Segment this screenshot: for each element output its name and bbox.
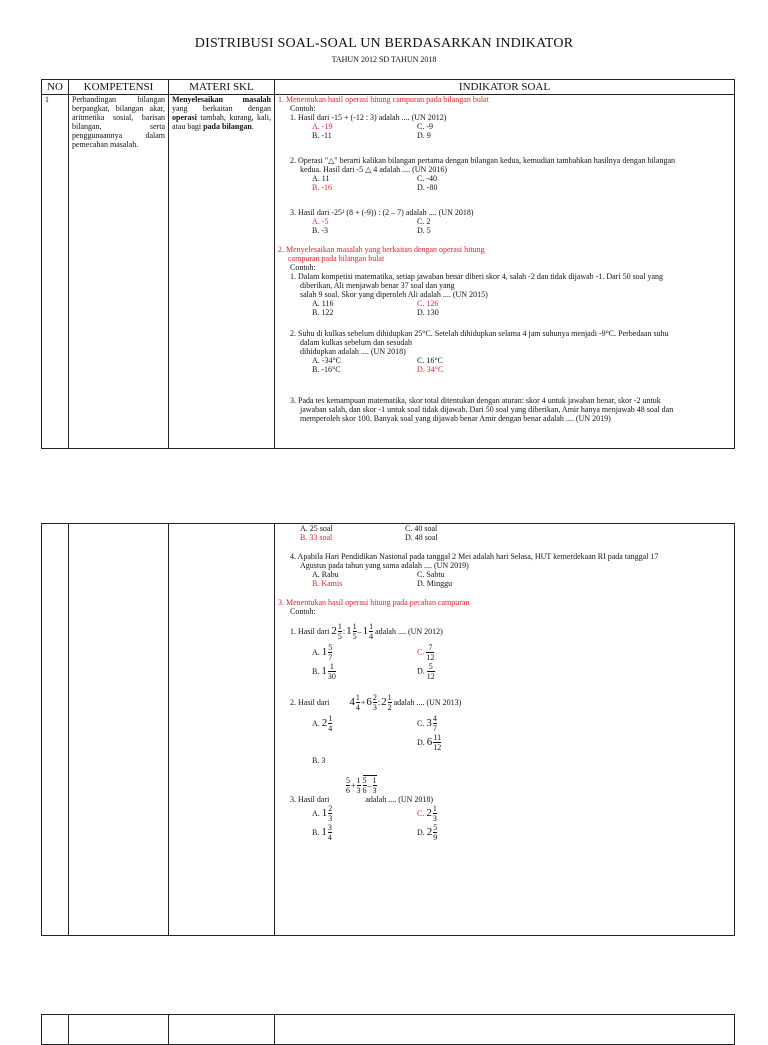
option-spacer bbox=[312, 733, 417, 752]
fraction-expression bbox=[331, 622, 373, 641]
operator: – bbox=[357, 627, 362, 636]
question-tail: adalah .... (UN 2012) bbox=[375, 627, 443, 636]
denominator: 3 bbox=[328, 814, 333, 823]
denominator: 12 bbox=[426, 653, 435, 662]
fraction bbox=[363, 776, 367, 795]
question-text-cont: diberikan, Ali menjawab benar 37 soal dan yang bbox=[300, 281, 455, 290]
whole-number: 2 bbox=[331, 625, 337, 637]
option-c: C. 126 bbox=[417, 299, 439, 308]
fraction bbox=[353, 622, 357, 641]
header-indikator: INDIKATOR SOAL bbox=[275, 80, 735, 95]
answer-options bbox=[312, 570, 731, 588]
materi-text-3: . bbox=[251, 122, 254, 131]
numerator: 7 bbox=[428, 643, 433, 652]
question-block bbox=[290, 552, 731, 588]
question-block bbox=[290, 156, 731, 192]
denominator: 4 bbox=[328, 724, 333, 733]
option-a bbox=[312, 714, 417, 733]
option-d: D. Minggu bbox=[417, 579, 453, 588]
complex-numerator bbox=[346, 776, 361, 795]
option-label: C. bbox=[417, 647, 425, 657]
materi-bold-3: pada bilangan bbox=[203, 122, 252, 131]
numerator: 5 bbox=[433, 823, 438, 832]
kompetensi-cell: Perbandingan bilangan berpangkat, bilangan akar, aritmetika sosial, barisan bilangan, serta penggunaannya dalam pemecahan masalah. bbox=[69, 95, 169, 449]
fraction bbox=[328, 662, 336, 681]
question-text: 1. Hasil dari -15 + (-12 : 3) adalah .... (UN 2012) bbox=[290, 113, 447, 122]
document-subtitle: TAHUN 2012 SD TAHUN 2018 bbox=[331, 55, 437, 64]
option-a: A. -19 bbox=[312, 122, 333, 131]
materi-cell bbox=[169, 95, 275, 449]
row-number: 1 bbox=[42, 95, 69, 449]
answer-options bbox=[312, 299, 731, 317]
fraction bbox=[328, 823, 332, 842]
materi-bold-1: Menyelesaikan masalah bbox=[172, 95, 271, 104]
operator: + bbox=[360, 698, 366, 707]
denominator: 3 bbox=[432, 814, 437, 823]
option-b: B. -16°C bbox=[312, 365, 341, 374]
fraction bbox=[433, 733, 441, 752]
denominator: 7 bbox=[432, 724, 437, 733]
indikator-cell bbox=[275, 95, 735, 449]
kompetensi-cell bbox=[69, 1015, 169, 1045]
whole-number: 6 bbox=[366, 696, 372, 708]
option-b bbox=[312, 823, 417, 842]
header-no: NO bbox=[42, 80, 69, 95]
whole-number: 2 bbox=[381, 696, 387, 708]
denominator: 6 bbox=[346, 786, 350, 795]
fraction bbox=[357, 776, 361, 795]
contoh-label: Contoh: bbox=[290, 104, 316, 113]
option-label: A. bbox=[312, 809, 320, 818]
indikator-cell bbox=[275, 1015, 735, 1045]
fraction bbox=[338, 622, 342, 641]
whole-number: 1 bbox=[321, 826, 327, 838]
fraction bbox=[356, 693, 360, 712]
materi-text-2: tambah, kurang, kali, atau bagi bbox=[172, 113, 271, 131]
indikator-cell bbox=[275, 524, 735, 936]
option-c bbox=[417, 643, 517, 662]
numerator: 1 bbox=[328, 714, 333, 723]
table-row bbox=[42, 95, 735, 449]
question-text-cont: salah 9 soal. Skor yang diperoleh Ali adalah .... (UN 2015) bbox=[300, 290, 488, 299]
fraction bbox=[369, 622, 373, 641]
option-a: A. -5 bbox=[312, 217, 329, 226]
kompetensi-cell bbox=[69, 524, 169, 936]
option-b: B. Kamis bbox=[312, 579, 343, 588]
question-text-cont: dihidupkan adalah .... (UN 2018) bbox=[300, 347, 406, 356]
option-d: D. 5 bbox=[417, 226, 431, 235]
denominator: 2 bbox=[387, 703, 392, 712]
whole-number: 3 bbox=[426, 717, 432, 729]
whole-number: 1 bbox=[321, 807, 328, 819]
question-block bbox=[290, 693, 731, 765]
complex-fraction bbox=[346, 775, 377, 795]
whole-number: 1 bbox=[321, 665, 327, 677]
numerator: 3 bbox=[327, 823, 332, 832]
question-text-cont: jawaban salah, dan skor -1 untuk soal tidak dijawab. Dari 50 soal yang diberikan, Amir hanya menjawab 48 soal dan bbox=[300, 405, 674, 414]
option-d bbox=[417, 733, 517, 752]
answer-options bbox=[312, 714, 731, 752]
materi-bold-2: operasi bbox=[172, 113, 197, 122]
whole-number: 6 bbox=[426, 736, 433, 748]
contoh-label: Contoh: bbox=[290, 263, 316, 272]
answer-options bbox=[300, 524, 731, 542]
question-text: 2. Operasi "△" berarti kalikan bilangan pertama dengan bilangan kedua, kemudian tambahkan hasilnya dengan bilangan bbox=[290, 156, 675, 165]
answer-options bbox=[312, 804, 731, 842]
numerator: 1 bbox=[337, 622, 342, 631]
fraction-expression bbox=[349, 693, 391, 712]
option-a bbox=[312, 643, 417, 662]
question-label: 1. Hasil dari bbox=[290, 627, 330, 636]
denominator: 5 bbox=[352, 632, 357, 641]
option-c bbox=[417, 804, 517, 823]
option-b: B. -16 bbox=[312, 183, 332, 192]
question-label: 2. Hasil dari bbox=[290, 698, 330, 707]
numerator: 5 bbox=[328, 643, 333, 652]
materi-cell bbox=[169, 524, 275, 936]
option-label: C. bbox=[417, 719, 425, 728]
numerator: 5 bbox=[346, 776, 350, 785]
numerator: 2 bbox=[372, 693, 377, 702]
question-tail: adalah .... (UN 2018) bbox=[365, 795, 434, 804]
question-block bbox=[290, 208, 731, 235]
denominator: 30 bbox=[327, 672, 336, 681]
numerator: 5 bbox=[362, 776, 367, 785]
numerator: 1 bbox=[355, 693, 360, 702]
question-block bbox=[290, 329, 731, 374]
whole-number: 2 bbox=[426, 826, 433, 838]
header-kompetensi: KOMPETENSI bbox=[69, 80, 169, 95]
numerator: 11 bbox=[433, 733, 442, 742]
numerator: 1 bbox=[356, 776, 361, 785]
option-b: B. -11 bbox=[312, 131, 332, 140]
option-label: B. bbox=[312, 828, 320, 837]
answer-options bbox=[312, 217, 731, 235]
option-a: A. -34°C bbox=[312, 356, 341, 365]
option-label: D. bbox=[417, 666, 425, 676]
question-text: 3. Pada tes kemampuan matematika, skor total ditentukan dengan aturan: skor 4 untuk jawaban benar, skor -2 untuk bbox=[290, 396, 661, 405]
indicator-heading: 2. Menyelesaikan masalah yang berkaitan dengan operasi hitung bbox=[278, 245, 485, 254]
fraction bbox=[426, 643, 434, 662]
option-c: C. -40 bbox=[417, 174, 437, 183]
option-a: A. 116 bbox=[312, 299, 334, 308]
table-header-row bbox=[42, 80, 735, 95]
header-materi: MATERI SKL bbox=[169, 80, 275, 95]
fraction bbox=[427, 662, 435, 681]
whole-number: 4 bbox=[349, 696, 355, 708]
operator: : bbox=[377, 698, 381, 707]
fraction bbox=[346, 776, 350, 795]
fraction bbox=[388, 693, 392, 712]
denominator: 3 bbox=[356, 786, 361, 795]
contoh-label: Contoh: bbox=[290, 607, 316, 616]
fraction bbox=[373, 776, 377, 795]
option-d: D. 34°C bbox=[417, 365, 444, 374]
option-label: C. bbox=[417, 809, 425, 818]
denominator: 3 bbox=[372, 703, 377, 712]
denominator: 7 bbox=[328, 653, 333, 662]
option-label: A. bbox=[312, 648, 320, 657]
operator: : bbox=[342, 627, 346, 636]
answer-options bbox=[312, 122, 731, 140]
whole-number: 1 bbox=[362, 625, 369, 637]
numerator: 1 bbox=[372, 776, 377, 785]
fraction bbox=[328, 804, 332, 823]
table-row bbox=[42, 1015, 735, 1045]
option-b: B. 3 bbox=[312, 756, 326, 765]
fraction bbox=[433, 823, 437, 842]
option-d: D. -80 bbox=[417, 183, 438, 192]
numerator: 2 bbox=[328, 804, 333, 813]
indicator-table-page3 bbox=[41, 1014, 735, 1045]
option-d bbox=[417, 823, 517, 842]
option-c: C. 2 bbox=[417, 217, 431, 226]
option-a: A. 25 soal bbox=[300, 524, 333, 533]
denominator: 12 bbox=[433, 743, 442, 752]
option-c: C. -9 bbox=[417, 122, 433, 131]
materi-text-1: yang berkaitan dengan bbox=[172, 104, 271, 113]
option-d: D. 130 bbox=[417, 308, 439, 317]
option-c: C. Sabtu bbox=[417, 570, 445, 579]
indicator-table-page1 bbox=[41, 79, 735, 449]
denominator: 4 bbox=[355, 703, 360, 712]
option-label: D. bbox=[417, 828, 425, 837]
answer-options bbox=[312, 356, 731, 374]
numerator: 1 bbox=[352, 622, 357, 631]
denominator: 4 bbox=[327, 833, 332, 842]
whole-number: 1 bbox=[346, 625, 352, 637]
numerator: 1 bbox=[369, 622, 374, 631]
denominator: 4 bbox=[369, 632, 374, 641]
answer-options bbox=[312, 174, 731, 192]
option-c bbox=[417, 714, 517, 733]
fraction bbox=[328, 714, 332, 733]
indicator-heading-cont: campuran pada bilangan bulat bbox=[288, 254, 385, 263]
numerator: 5 bbox=[428, 662, 433, 671]
indicator-heading: 1. Menentukan hasil operasi hitung campuran pada bilangan bulat bbox=[278, 95, 489, 104]
row-number bbox=[42, 1015, 69, 1045]
option-label: D. bbox=[417, 738, 425, 747]
option-d bbox=[417, 662, 517, 681]
whole-number: 2 bbox=[321, 717, 328, 729]
question-block bbox=[290, 622, 731, 681]
row-number bbox=[42, 524, 69, 936]
numerator: 1 bbox=[387, 693, 392, 702]
fraction bbox=[433, 804, 437, 823]
question-text: 3. Hasil dari -25² (8 + (-9)) : (2 – 7) adalah .... (UN 2018) bbox=[290, 208, 474, 217]
denominator: 9 bbox=[433, 833, 438, 842]
option-b: B. -3 bbox=[312, 226, 328, 235]
fraction bbox=[328, 643, 332, 662]
complex-denominator bbox=[363, 775, 377, 795]
fraction bbox=[433, 714, 437, 733]
option-a: A. 11 bbox=[312, 174, 330, 183]
question-text-cont: Agustus pada tahun yang sama adalah .... (UN 2019) bbox=[300, 561, 469, 570]
table-row bbox=[42, 524, 735, 936]
question-block bbox=[290, 113, 731, 140]
option-a: A. Rabu bbox=[312, 570, 339, 579]
question-text-cont: kedua. Hasil dari -5 △ 4 adalah .... (UN 2016) bbox=[300, 165, 447, 174]
numerator: 1 bbox=[432, 804, 437, 813]
whole-number: 1 bbox=[321, 646, 328, 658]
document-title: DISTRIBUSI SOAL-SOAL UN BERDASARKAN INDIKATOR bbox=[194, 36, 574, 51]
indicator-table-page2 bbox=[41, 523, 735, 936]
option-b bbox=[312, 662, 417, 681]
operator: + bbox=[351, 781, 356, 790]
question-text-cont: memperoleh skor 100. Banyak soal yang dijawab benar Amir dengan benar adalah .... (UN 2019) bbox=[300, 414, 611, 423]
option-d: D. 48 soal bbox=[405, 533, 438, 542]
option-c: C. 16°C bbox=[417, 356, 443, 365]
question-label: 3. Hasil dari bbox=[290, 795, 330, 804]
option-b: B. 33 soal bbox=[300, 533, 333, 542]
option-c: C. 40 soal bbox=[405, 524, 438, 533]
denominator: 12 bbox=[426, 672, 435, 681]
materi-cell bbox=[169, 1015, 275, 1045]
numerator: 4 bbox=[432, 714, 437, 723]
question-text-cont: dalam kulkas sebelum dan sesudah bbox=[300, 338, 412, 347]
numerator: 1 bbox=[329, 662, 334, 671]
operator: – bbox=[367, 781, 372, 790]
denominator: 5 bbox=[337, 632, 342, 641]
question-tail: adalah .... (UN 2013) bbox=[393, 698, 462, 707]
indicator-heading: 3. Menentukan hasil operasi hitung pada pecahan campuran bbox=[278, 598, 470, 607]
question-text: 2. Suhu di kulkas sebelum dihidupkan 25°C. Setelah dihidupkan selama 4 jam suhunya menjadi -9°C. Perbedaan suhu bbox=[290, 329, 669, 338]
answer-options bbox=[312, 643, 731, 681]
question-block bbox=[290, 775, 731, 842]
option-label: A. bbox=[312, 719, 320, 728]
question-block bbox=[290, 272, 731, 317]
whole-number: 2 bbox=[426, 807, 432, 819]
question-block bbox=[290, 396, 731, 423]
denominator: 3 bbox=[372, 786, 377, 795]
fraction bbox=[373, 693, 377, 712]
option-b: B. 122 bbox=[312, 308, 334, 317]
option-a bbox=[312, 804, 417, 823]
option-d: D. 9 bbox=[417, 131, 431, 140]
question-text: 4. Apabila Hari Pendidikan Nasional pada tanggal 2 Mei adalah hari Selasa, HUT kemerdekaan RI pada tanggal 17 bbox=[290, 552, 659, 561]
question-text: 1. Dalam kompetisi matematika, setiap jawaban benar diberi skor 4, salah -2 dan tidak dijawab -1. Dari 50 soal yang bbox=[290, 272, 663, 281]
option-label: B. bbox=[312, 667, 320, 676]
denominator: 6 bbox=[362, 786, 367, 795]
